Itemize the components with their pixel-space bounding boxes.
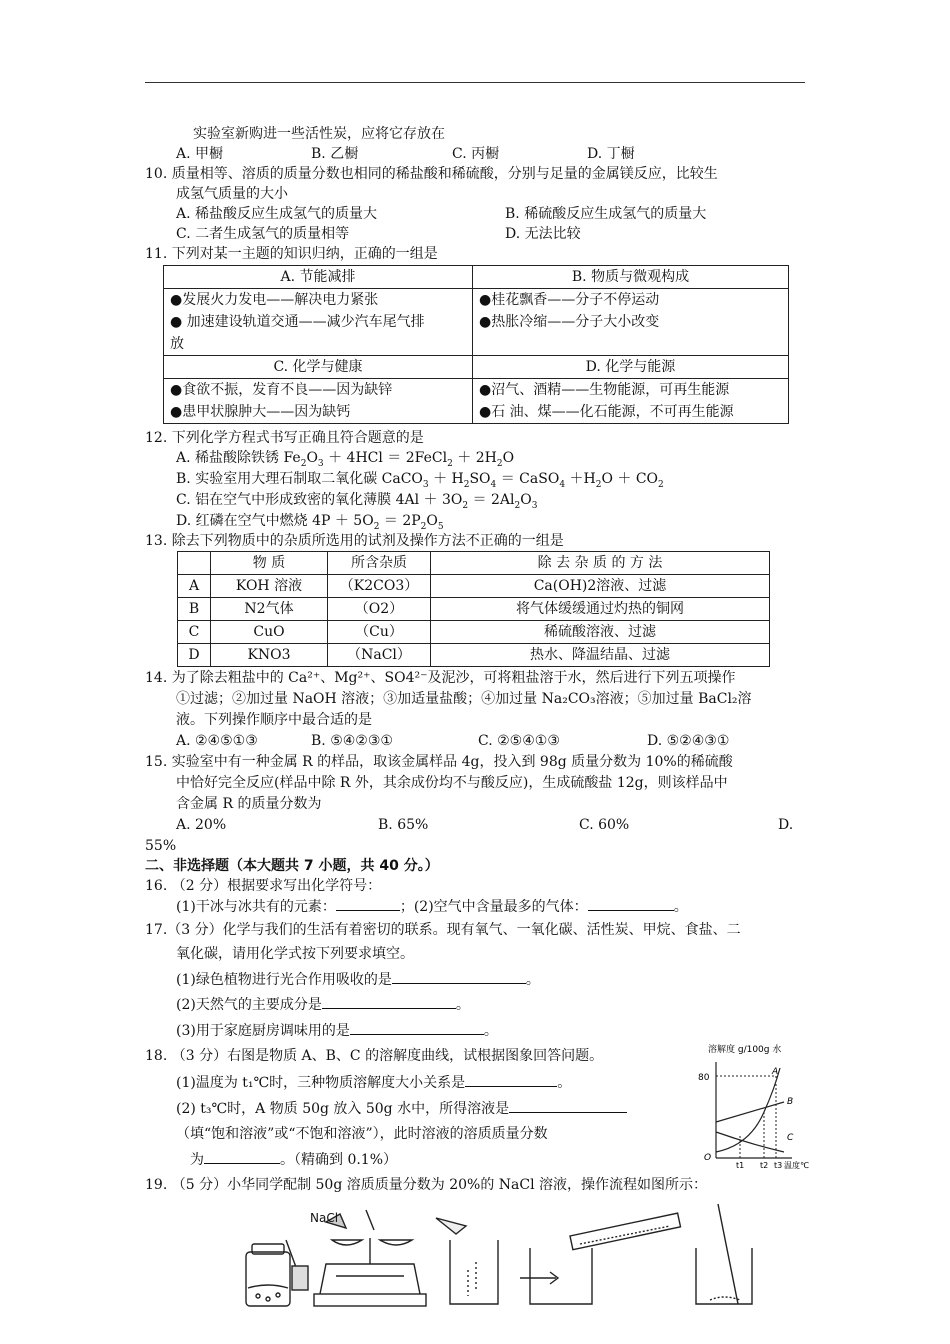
table-row: [178, 575, 770, 598]
q12-stem: 12. 下列化学方程式书写正确且符合题意的是: [145, 430, 424, 446]
q13-header-label: [178, 552, 211, 575]
q13-row-label: D: [178, 644, 211, 667]
graph-label-b: B: [787, 1097, 794, 1107]
graph-origin: O: [704, 1153, 712, 1163]
q13-row-label: C: [178, 621, 211, 644]
q14-line3: 液。下列操作顺序中最合适的是: [176, 712, 372, 728]
q16-line2: (1)干冰与冰共有的元素： ；(2)空气中含量最多的气体： 。: [176, 896, 688, 917]
q11-b-item1: ●桂花飘香——分子不停运动: [479, 292, 660, 308]
q12-option-c: C. 铝在空气中形成致密的氧化薄膜 $4Al + 3O_2 = 2Al_2O_3$: [176, 492, 538, 511]
q15-option-b: B. 65%: [378, 817, 429, 833]
answer-blank[interactable]: [509, 1098, 627, 1113]
q11-d-item2: ●石 油、煤——化石能源，不可再生能源: [479, 404, 734, 420]
q11-a-head: A. 节能减排: [164, 266, 473, 289]
q15-line2: 中恰好完全反应(样品中除 R 外，其余成份均不与酸反应)，生成硫酸盐 12g，则该样品中: [176, 775, 728, 791]
q12-option-d: D. 红磷在空气中燃烧 $4P + 5O_2 = 2P_2O_5$: [176, 513, 444, 532]
q13-row-method: 将气体缓缓通过灼热的铜网: [431, 598, 770, 621]
q18-part4: 为 。（精确到 0.1%）: [190, 1149, 397, 1170]
q13-row-material: CuO: [211, 621, 328, 644]
q13-header-method: 除 去 杂 质 的 方 法: [431, 552, 770, 575]
q9-option-d: D. 丁橱: [587, 146, 635, 162]
q11-d-item1: ●沼气、酒精——生物能源，可再生能源: [479, 382, 730, 398]
q10-line1: 10. 质量相等、溶质的质量分数也相同的稀盐酸和稀硫酸，分别与足量的金属镁反应，比较生: [145, 166, 718, 182]
table-row: [178, 644, 770, 667]
q12-option-a: A. 稀盐酸除铁锈 $Fe_2O_3 + 4HCl$ ＝ 2FeCl$_2$ ＋ $2H_2O$: [176, 450, 515, 469]
q15-option-a: A. 20%: [176, 817, 227, 833]
q17-part2: (2)天然气的主要成分是 。: [176, 994, 470, 1015]
q13-row-label: B: [178, 598, 211, 621]
q13-row-material: KNO3: [211, 644, 328, 667]
table-row: [178, 621, 770, 644]
q17-part3: (3)用于家庭厨房调味用的是 。: [176, 1020, 498, 1041]
answer-blank[interactable]: [465, 1072, 557, 1087]
q14-option-b: B. ⑤④②③①: [311, 733, 393, 749]
q11-b-body: [473, 289, 789, 356]
graph-t1: t1: [736, 1161, 745, 1170]
q11-a-item2: ● 加速建设轨道交通——减少汽车尾气排: [170, 314, 425, 330]
arrow-icon: [520, 1272, 558, 1284]
q10-option-d: D. 无法比较: [505, 226, 581, 242]
beaker-icon: [696, 1204, 752, 1304]
q13-row-impurity: （Cu）: [328, 621, 431, 644]
q13-row-material: KOH 溶液: [211, 575, 328, 598]
answer-blank[interactable]: [350, 1020, 484, 1035]
beaker-icon: [436, 1218, 498, 1304]
q12-option-b: B. 实验室用大理石制取二氧化碳 CaCO$_3$ ＋ $H_2SO_4$ ＝ CaSO$_4$ $+H_2O + CO_2$: [176, 471, 664, 490]
q10-option-a: A. 稀盐酸反应生成氢气的质量大: [176, 206, 378, 222]
q11-a-item1: ●发展火力发电——解决电力紧张: [170, 292, 379, 308]
q9-stem: 实验室新购进一些活性炭，应将它存放在: [193, 126, 445, 142]
q13-row-method: 热水、降温结晶、过滤: [431, 644, 770, 667]
answer-blank[interactable]: [336, 896, 400, 911]
q13-stem: 13. 除去下列物质中的杂质所选用的试剂及操作方法不正确的一组是: [145, 533, 564, 549]
q14-line1: 14. 为了除去粗盐中的 Ca²⁺、Mg²⁺、SO4²⁻及泥沙，可将粗盐溶于水，然后进行下列五项操作: [145, 670, 736, 686]
q9-option-a: A. 甲橱: [176, 146, 224, 162]
q11-b-item2: ●热胀冷缩——分子大小改变: [479, 314, 660, 330]
q9-option-b: B. 乙橱: [311, 146, 359, 162]
q14-option-a: A. ②④⑤①③: [176, 733, 258, 749]
q11-d-body: [473, 379, 789, 424]
solubility-graph: [690, 1040, 820, 1176]
q13-table: [177, 551, 770, 667]
graph-t2: t2: [760, 1161, 769, 1170]
graph-t3: t3: [774, 1161, 783, 1170]
q11-stem: 11. 下列对某一主题的知识归纳，正确的一组是: [145, 246, 438, 262]
q15-line3: 含金属 R 的质量分数为: [176, 796, 322, 812]
answer-blank[interactable]: [392, 969, 526, 984]
q13-row-method: Ca(OH)2溶液、过滤: [431, 575, 770, 598]
q11-c-body: [164, 379, 473, 424]
q13-header-material: 物 质: [211, 552, 328, 575]
q15-option-d: D.: [778, 817, 794, 833]
section-title: 二、非选择题（本大题共 7 小题，共 40 分。）: [145, 858, 439, 874]
q11-table: [163, 265, 789, 424]
q13-row-label: A: [178, 575, 211, 598]
q14-option-c: C. ②⑤④①③: [478, 733, 560, 749]
header-rule: [145, 82, 805, 83]
q11-d-head: D. 化学与能源: [473, 356, 789, 379]
q15-option-d-wrap: 55%: [145, 838, 177, 854]
q13-row-material: N2气体: [211, 598, 328, 621]
q13-row-method: 稀硫酸溶液、过滤: [431, 621, 770, 644]
graph-label-c: C: [787, 1133, 794, 1143]
q10-option-b: B. 稀硫酸反应生成氢气的质量大: [505, 206, 707, 222]
q15-option-c: C. 60%: [579, 817, 630, 833]
nacl-label: NaCl: [310, 1211, 339, 1225]
q17-line2: 氧化碳，请用化学式按下列要求填空。: [176, 946, 414, 962]
q18-part2: (2) t₃℃时，A 物质 50g 放入 50g 水中，所得溶液是: [176, 1098, 627, 1119]
q13-header-impurity: 所含杂质: [328, 552, 431, 575]
q11-c-item2: ●患甲状腺肿大——因为缺钙: [170, 404, 351, 420]
graph-curve-b: [716, 1102, 784, 1122]
q14-line2: ①过滤；②加过量 NaOH 溶液；③加适量盐酸；④加过量 Na₂CO₃溶液；⑤加过量 BaCl₂溶: [176, 691, 752, 707]
q10-line2: 成氢气质量的大小: [176, 186, 288, 202]
q11-a-body: [164, 289, 473, 356]
table-row: [178, 598, 770, 621]
beaker-icon: [530, 1213, 681, 1304]
q18-part1: (1)温度为 t₁℃时，三种物质溶解度大小关系是 。: [176, 1072, 571, 1093]
q10-option-c: C. 二者生成氢气的质量相等: [176, 226, 350, 242]
q11-c-head: C. 化学与健康: [164, 356, 473, 379]
q15-line1: 15. 实验室中有一种金属 R 的样品，取该金属样品 4g，投入到 98g 质量分数为 10%的稀硫酸: [145, 754, 733, 770]
answer-blank[interactable]: [322, 994, 456, 1009]
q16-line1: 16. （2 分）根据要求写出化学符号：: [145, 878, 382, 894]
q17-part1: (1)绿色植物进行光合作用吸收的是 。: [176, 969, 540, 990]
q14-option-d: D. ⑤②④③①: [647, 733, 730, 749]
graph-curve-a: [716, 1068, 780, 1152]
q17-line1: 17.（3 分）化学与我们的生活有着密切的联系。现有氧气、一氧化碳、活性炭、甲烷、食盐、二: [145, 922, 741, 938]
q11-a-item3: 放: [170, 336, 184, 352]
q9-option-c: C. 丙橱: [452, 146, 500, 162]
q11-b-head: B. 物质与微观构成: [473, 266, 789, 289]
graph-label-a: A: [772, 1067, 779, 1077]
q18-line1: 18. （3 分）右图是物质 A、B、C 的溶解度曲线，试根据图象回答问题。: [145, 1048, 604, 1064]
q19-line1: 19. （5 分）小华同学配制 50g 溶质质量分数为 20%的 NaCl 溶液，操作流程如图所示：: [145, 1177, 708, 1193]
answer-blank[interactable]: [204, 1149, 280, 1164]
q18-part3: （填“饱和溶液”或“不饱和溶液”），此时溶液的溶质质量分数: [176, 1126, 548, 1142]
q13-row-impurity: （NaCl）: [328, 644, 431, 667]
graph-xlabel: 温度℃: [784, 1161, 809, 1170]
procedure-illustration: [240, 1200, 770, 1312]
q11-c-item1: ●食欲不振，发育不良——因为缺锌: [170, 382, 393, 398]
graph-y80: 80: [698, 1073, 710, 1083]
q13-row-impurity: （K2CO3）: [328, 575, 431, 598]
graph-ylabel: 溶解度 g/100g 水: [708, 1045, 782, 1055]
answer-blank[interactable]: [588, 896, 674, 911]
q13-row-impurity: （O2）: [328, 598, 431, 621]
reagent-jar-icon: [246, 1240, 308, 1306]
